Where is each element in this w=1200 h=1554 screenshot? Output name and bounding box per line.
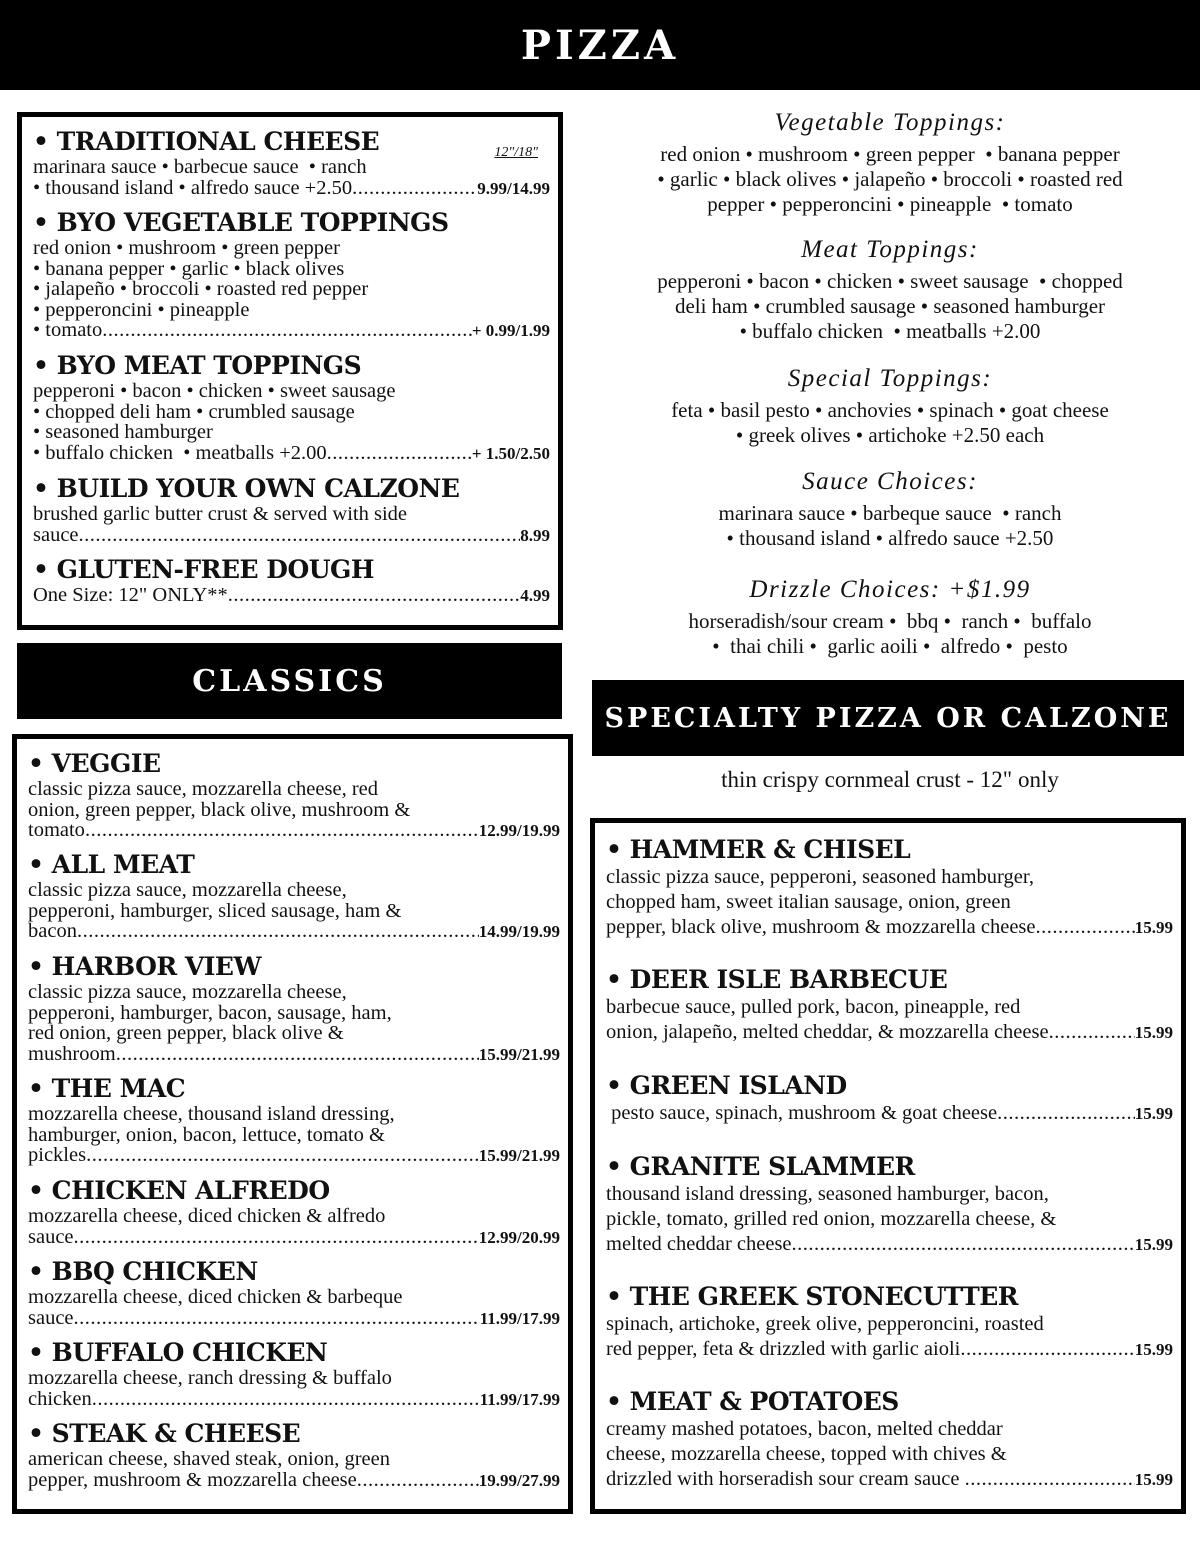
item-description: [28, 1368, 560, 1410]
description-line: chicken: [28, 1387, 92, 1410]
menu-item: [606, 835, 1173, 940]
description-line: sauce: [28, 1225, 74, 1248]
topping-line: • greek olives • artichoke +2.50 each: [735, 423, 1045, 447]
dot-leader: [1049, 1020, 1135, 1045]
section-heading: Vegetable Toppings:: [774, 109, 1006, 136]
description-line: One Size: 12" ONLY**: [33, 584, 228, 606]
item-price: 15.99: [1134, 1023, 1173, 1042]
item-description: [33, 504, 550, 546]
menu-item: [28, 1419, 560, 1491]
description-line: red pepper, feta & drizzled with garlic aioli: [606, 1338, 961, 1360]
description-line: • chopped deli ham • crumbled sausage: [33, 400, 355, 423]
description-line: creamy mashed potatoes, bacon, melted cheddar: [606, 1418, 1003, 1440]
vegetable-toppings: [592, 108, 1188, 217]
item-description: [606, 995, 1173, 1045]
description-line: marinara sauce • barbecue sauce • ranch: [33, 156, 367, 178]
description-line: pickles: [28, 1144, 87, 1166]
section-heading: Sauce Choices:: [802, 468, 978, 495]
description-line: red onion, green pepper, black olive &: [28, 1022, 344, 1044]
menu-item: [33, 127, 550, 199]
menu-item: [606, 1282, 1173, 1362]
item-price: 15.99/21.99: [478, 1044, 560, 1064]
dot-leader: [1036, 915, 1135, 940]
item-title: • BUFFALO CHICKEN: [28, 1338, 328, 1367]
description-line: barbecue sauce, pulled pork, bacon, pineapple, red: [606, 996, 1021, 1018]
item-title: • THE GREEK STONECUTTER: [606, 1282, 1019, 1311]
menu-item: [28, 952, 560, 1065]
description-line: • jalapeño • broccoli • roasted red pepper: [33, 278, 369, 300]
item-price: 15.99: [1134, 1235, 1173, 1254]
topping-line: red onion • mushroom • green pepper • banana pepper: [660, 142, 1120, 166]
item-title: • CHICKEN ALFREDO: [28, 1176, 330, 1205]
classics-menu-box: [12, 734, 573, 1514]
menu-item: [606, 1071, 1173, 1126]
description-line: chopped ham, sweet italian sausage, onion, green: [606, 891, 1011, 913]
specialty-banner: SPECIALTY PIZZA OR CALZONE: [592, 680, 1184, 756]
item-title: • GREEN ISLAND: [606, 1071, 847, 1100]
menu-item: [606, 965, 1173, 1045]
meat-toppings: [592, 235, 1188, 344]
description-line: melted cheddar cheese: [606, 1233, 792, 1255]
description-line: pepper, black olive, mushroom & mozzarella cheese: [606, 916, 1036, 938]
item-price: 15.99: [1134, 918, 1173, 937]
description-line: classic pizza sauce, mozzarella cheese, red: [28, 778, 378, 800]
dot-leader: [74, 1308, 480, 1329]
description-line: sauce: [33, 523, 79, 546]
dot-leader: [102, 320, 472, 341]
section-heading: Drizzle Choices: +$1.99: [749, 576, 1031, 603]
item-price: 11.99/17.99: [479, 1389, 560, 1409]
item-title: • THE MAC: [28, 1074, 186, 1103]
item-price: + 1.50/2.50: [471, 443, 550, 463]
description-line: classic pizza sauce, pepperoni, seasoned hamburger,: [606, 866, 1034, 888]
description-line: drizzled with horseradish sour cream sauce: [606, 1468, 965, 1490]
item-title: • DEER ISLE BARBECUE: [606, 965, 948, 994]
item-price: 12.99/19.99: [478, 821, 560, 840]
pizza-menu-box: [17, 112, 563, 630]
menu-item: [28, 749, 560, 842]
item-description: [28, 1206, 560, 1248]
topping-line: deli ham • crumbled sausage • seasoned hamburger: [674, 294, 1106, 318]
dot-leader: [85, 820, 479, 841]
item-price: + 0.99/1.99: [471, 321, 550, 340]
item-title: • MEAT & POTATOES: [606, 1387, 899, 1416]
description-line: classic pizza sauce, mozzarella cheese,: [28, 879, 347, 901]
menu-item: [28, 1338, 560, 1410]
description-line: mozzarella cheese, diced chicken & alfredo: [28, 1205, 386, 1227]
item-price: 9.99/14.99: [477, 178, 550, 198]
item-price: 11.99/17.99: [479, 1308, 560, 1328]
item-description: [33, 585, 550, 607]
description-line: • pepperoncini • pineapple: [33, 298, 250, 321]
dot-leader: [965, 1467, 1135, 1492]
topping-line: pepperoni • bacon • chicken • sweet sausage • chopped: [657, 269, 1123, 293]
pizza-banner: PIZZA: [0, 0, 1200, 90]
description-line: • buffalo chicken • meatballs +2.00: [33, 441, 327, 464]
item-description: [606, 1417, 1173, 1492]
topping-line: • garlic • black olives • jalapeño • broccoli • roasted red: [657, 167, 1123, 191]
dot-leader: [79, 525, 521, 546]
description-line: • seasoned hamburger: [33, 421, 213, 443]
dot-leader: [357, 1470, 479, 1491]
item-description: [33, 157, 550, 199]
dot-leader: [997, 1101, 1135, 1126]
topping-line: horseradish/sour cream • bbq • ranch • buffalo: [688, 609, 1092, 633]
item-description: [606, 1101, 1173, 1126]
item-title: • STEAK & CHEESE: [28, 1419, 301, 1448]
topping-line: pepper • pepperoncini • pineapple • tomato: [707, 192, 1073, 216]
description-line: pesto sauce, spinach, mushroom & goat cheese: [606, 1102, 998, 1124]
menu-item: [33, 208, 550, 342]
item-price: 15.99: [1134, 1104, 1173, 1123]
item-title: • GLUTEN-FREE DOUGH: [33, 555, 375, 584]
section-heading: Special Toppings:: [787, 365, 993, 392]
item-title: • HARBOR VIEW: [28, 952, 262, 981]
specialty-menu-box: [590, 818, 1186, 1514]
description-line: thousand island dressing, seasoned hamburger, bacon,: [606, 1183, 1049, 1205]
description-line: • banana pepper • garlic • black olives: [33, 257, 345, 280]
description-line: pepper, mushroom & mozzarella cheese: [28, 1468, 357, 1491]
special-toppings: [592, 364, 1188, 448]
item-description: [33, 381, 550, 464]
item-title: • BYO MEAT TOPPINGS: [33, 351, 362, 380]
menu-item: [33, 555, 550, 607]
description-line: hamburger, onion, bacon, lettuce, tomato &: [28, 1123, 385, 1146]
description-line: mozzarella cheese, diced chicken & barbeque: [28, 1286, 403, 1308]
dot-leader: [77, 921, 479, 942]
description-line: classic pizza sauce, mozzarella cheese,: [28, 981, 347, 1003]
dot-leader: [116, 1044, 479, 1065]
item-description: [28, 982, 560, 1065]
menu-item: [606, 1152, 1173, 1257]
classics-banner: CLASSICS: [17, 643, 562, 719]
dot-leader: [86, 1145, 479, 1166]
item-price: 15.99: [1134, 1470, 1173, 1489]
description-line: • tomato: [33, 319, 103, 341]
description-line: red onion • mushroom • green pepper: [33, 237, 340, 259]
dot-leader: [960, 1337, 1134, 1362]
item-title: • BYO VEGETABLE TOPPINGS: [33, 208, 449, 237]
item-description: [28, 1449, 560, 1491]
description-line: pepperoni, hamburger, sliced sausage, ham &: [28, 899, 402, 922]
description-line: onion, jalapeño, melted cheddar, & mozzarella cheese: [606, 1021, 1049, 1043]
item-description: [606, 1312, 1173, 1362]
item-description: [606, 865, 1173, 940]
description-line: mozzarella cheese, ranch dressing & buffalo: [28, 1367, 392, 1389]
menu-item: [28, 850, 560, 943]
item-price: 12.99/20.99: [478, 1227, 560, 1247]
item-price: 4.99: [520, 586, 550, 605]
item-price: 15.99/21.99: [478, 1146, 560, 1165]
description-line: onion, green pepper, black olive, mushroom &: [28, 798, 411, 821]
topping-line: marinara sauce • barbeque sauce • ranch: [718, 501, 1062, 525]
item-price: 19.99/27.99: [478, 1470, 560, 1490]
menu-item: [33, 474, 550, 546]
item-title: • VEGGIE: [28, 749, 161, 778]
menu-item: [606, 1387, 1173, 1492]
drizzle-choices: [592, 575, 1188, 659]
item-price: 8.99: [520, 525, 550, 545]
item-title: • BUILD YOUR OWN CALZONE: [33, 474, 460, 503]
description-line: american cheese, shaved steak, onion, green: [28, 1448, 391, 1470]
topping-line: feta • basil pesto • anchovies • spinach • goat cheese: [671, 398, 1109, 422]
dot-leader: [352, 178, 477, 199]
description-line: cheese, mozzarella cheese, topped with chives &: [606, 1443, 1007, 1465]
section-heading: Meat Toppings:: [801, 236, 979, 263]
dot-leader: [327, 443, 472, 464]
item-description: [28, 779, 560, 842]
item-description: [28, 1104, 560, 1167]
description-line: mushroom: [28, 1042, 116, 1065]
description-line: sauce: [28, 1306, 74, 1329]
item-description: [28, 880, 560, 943]
description-line: tomato: [28, 819, 85, 841]
dot-leader: [74, 1227, 479, 1248]
description-line: bacon: [28, 920, 77, 942]
dot-leader: [92, 1389, 480, 1410]
item-price: 14.99/19.99: [478, 922, 560, 941]
description-line: pepperoni, hamburger, bacon, sausage, ham,: [28, 1001, 392, 1024]
sauce-choices: [592, 467, 1188, 551]
dot-leader: [792, 1232, 1135, 1257]
description-line: pepperoni • bacon • chicken • sweet sausage: [33, 380, 396, 402]
dot-leader: [228, 585, 520, 606]
item-title: • BBQ CHICKEN: [28, 1257, 258, 1286]
menu-item: [33, 351, 550, 464]
item-description: [606, 1182, 1173, 1257]
item-price: 15.99: [1134, 1340, 1173, 1359]
specialty-note: thin crispy cornmeal crust - 12" only: [721, 767, 1059, 792]
description-line: spinach, artichoke, greek olive, pepperoncini, roasted: [606, 1313, 1044, 1335]
item-title: • GRANITE SLAMMER: [606, 1152, 915, 1181]
description-line: pickle, tomato, grilled red onion, mozzarella cheese, &: [606, 1208, 1057, 1230]
item-title: • HAMMER & CHISEL: [606, 835, 911, 864]
description-line: brushed garlic butter crust & served with side: [33, 503, 408, 525]
topping-line: • thousand island • alfredo sauce +2.50: [726, 526, 1054, 550]
topping-line: • buffalo chicken • meatballs +2.00: [739, 319, 1041, 343]
topping-line: • thai chili • garlic aoili • alfredo • pesto: [712, 634, 1068, 658]
item-title: • ALL MEAT: [28, 850, 195, 879]
menu-item: [28, 1257, 560, 1329]
description-line: mozzarella cheese, thousand island dressing,: [28, 1103, 395, 1125]
item-description: [28, 1287, 560, 1329]
menu-item: [28, 1176, 560, 1248]
description-line: • thousand island • alfredo sauce +2.50: [33, 176, 353, 199]
size-label: 12"/18": [494, 145, 538, 160]
menu-item: [28, 1074, 560, 1167]
item-title: • TRADITIONAL CHEESE: [33, 127, 380, 156]
item-description: [33, 238, 550, 342]
